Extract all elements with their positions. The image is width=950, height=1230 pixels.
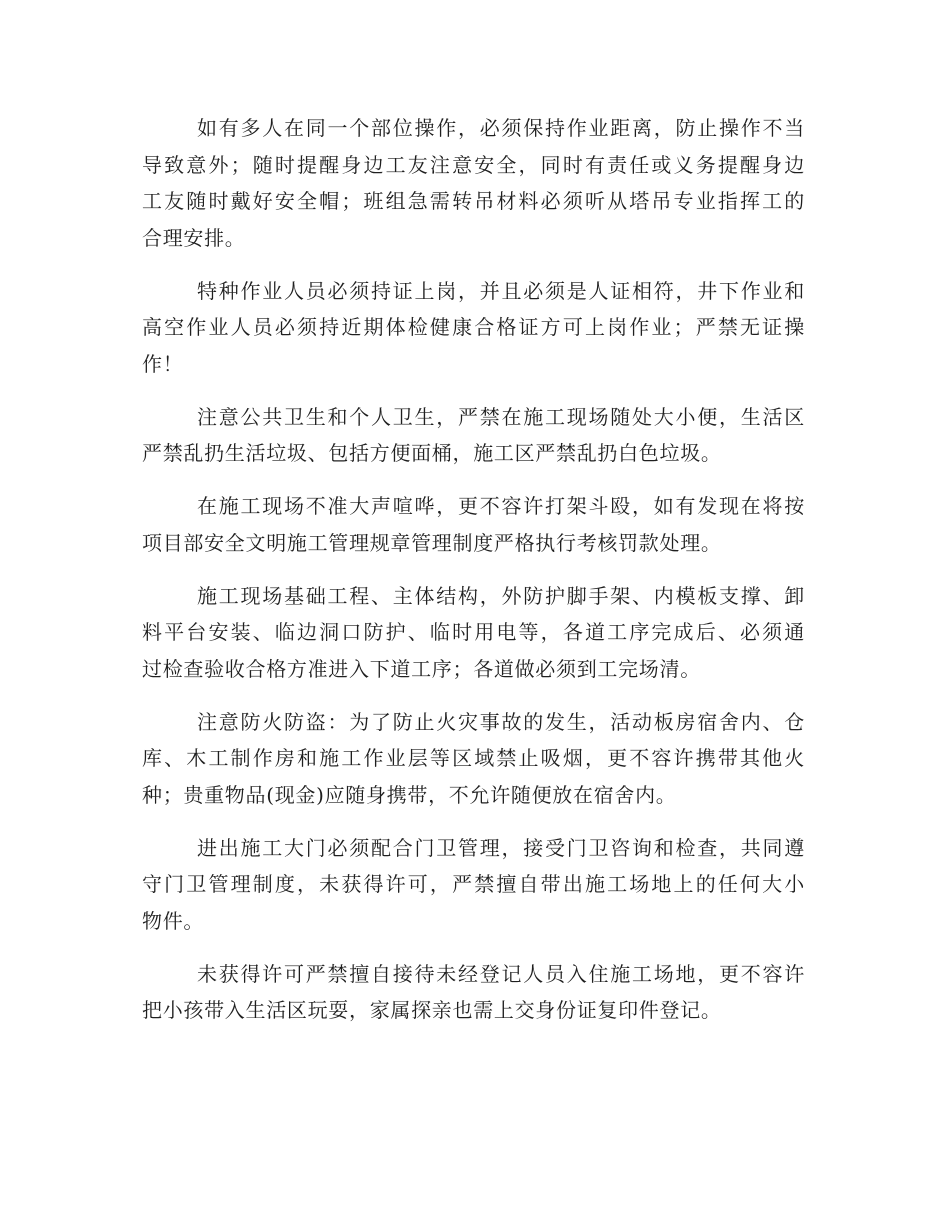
text-line: 施工现场基础工程、主体结构，外防护脚手架、内模板支撑、卸 bbox=[197, 583, 805, 608]
text-line: 作！ bbox=[142, 351, 184, 376]
paragraph bbox=[142, 399, 805, 472]
paragraph bbox=[142, 830, 805, 940]
text-line: 注意防火防盗：为了防止火灾事故的发生，活动板房宿舍内、仓 bbox=[197, 709, 805, 734]
text-line: 高空作业人员必须持近期体检健康合格证方可上岗作业；严禁无证操 bbox=[142, 315, 805, 339]
text-line: 特种作业人员必须持证上岗，并且必须是人证相符，井下作业和 bbox=[197, 278, 805, 303]
paragraph bbox=[142, 578, 805, 688]
text-line: 导致意外；随时提醒身边工友注意安全，同时有责任或义务提醒身边 bbox=[142, 152, 805, 177]
paragraph bbox=[142, 110, 805, 256]
text-line: 进出施工大门必须配合门卫管理，接受门卫咨询和检查，共同遵 bbox=[197, 835, 805, 860]
text-line: 合理安排。 bbox=[142, 225, 246, 250]
text-line: 种；贵重物品(现金)应随身携带，不允许随便放在宿舍内。 bbox=[142, 782, 677, 807]
text-line: 注意公共卫生和个人卫生，严禁在施工现场随处大小便，生活区 bbox=[197, 404, 805, 429]
text-line: 过检查验收合格方准进入下道工序；各道做必须到工完场清。 bbox=[142, 656, 701, 681]
text-line: 未获得许可严禁擅自接待未经登记人员入住施工场地，更不容许 bbox=[197, 961, 805, 986]
text-line: 库、木工制作房和施工作业层等区域禁止吸烟，更不容许携带其他火 bbox=[142, 746, 805, 770]
text-line: 守门卫管理制度，未获得许可，严禁擅自带出施工场地上的任何大小 bbox=[142, 872, 805, 896]
paragraph bbox=[142, 488, 805, 561]
paragraph bbox=[142, 956, 805, 1029]
text-line: 项目部安全文明施工管理规章管理制度严格执行考核罚款处理。 bbox=[142, 530, 722, 555]
text-line: 严禁乱扔生活垃圾、包括方便面桶，施工区严禁乱扔白色垃圾。 bbox=[142, 441, 722, 465]
text-line: 在施工现场不准大声喧哗，更不容许打架斗殴，如有发现在将按 bbox=[197, 494, 805, 518]
paragraph bbox=[142, 704, 805, 814]
text-line: 如有多人在同一个部位操作，必须保持作业距离，防止操作不当 bbox=[197, 116, 805, 140]
paragraph bbox=[142, 273, 805, 383]
text-line: 把小孩带入生活区玩耍，家属探亲也需上交身份证复印件登记。 bbox=[142, 998, 722, 1022]
text-line: 料平台安装、临边洞口防护、临时用电等，各道工序完成后、必须通 bbox=[142, 620, 805, 644]
text-line: 物件。 bbox=[142, 908, 205, 933]
text-line: 工友随时戴好安全帽；班组急需转吊材料必须听从塔吊专业指挥工的 bbox=[142, 189, 805, 213]
